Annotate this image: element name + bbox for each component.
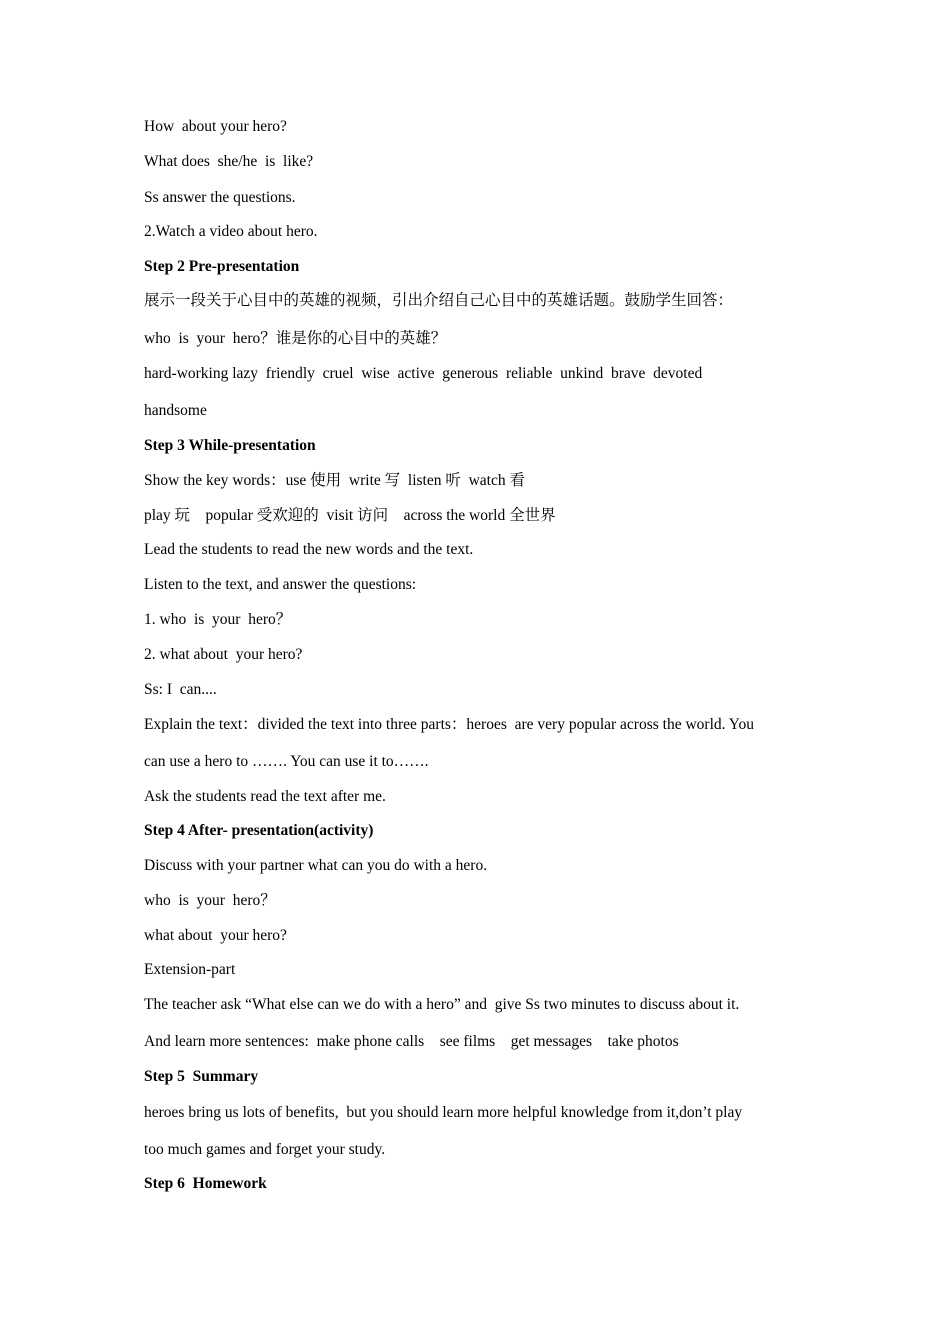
text-line: 展示一段关于心目中的英雄的视频，引出介绍自己心目中的英雄话题。鼓励学生回答： xyxy=(144,292,734,309)
text-line: too much games and forget your study. xyxy=(144,1141,386,1158)
text-line: play 玩 popular 受欢迎的 visit 访问 across the world 全世界 xyxy=(144,507,556,524)
text-line: can use a hero to ……. You can use it to……. xyxy=(144,753,429,770)
text-line: Ss: I can.... xyxy=(144,681,217,698)
text-line: 2. what about your hero? xyxy=(144,646,303,663)
text-line: What does she/he is like? xyxy=(144,153,314,170)
text-line: who is your hero？谁是你的心目中的英雄？ xyxy=(144,330,447,347)
text-line: Lead the students to read the new words and the text. xyxy=(144,541,474,558)
text-line: Listen to the text, and answer the questions: xyxy=(144,576,417,593)
section-heading: Step 5 Summary xyxy=(144,1068,259,1085)
text-line: Ask the students read the text after me. xyxy=(144,788,386,805)
text-line: Ss answer the questions. xyxy=(144,189,296,206)
text-line: 2.Watch a video about hero. xyxy=(144,223,318,240)
text-line: hard-working lazy friendly cruel wise active generous reliable unkind brave devoted xyxy=(144,365,703,382)
text-line: How about your hero? xyxy=(144,118,287,135)
text-line: Discuss with your partner what can you do with a hero. xyxy=(144,857,488,874)
section-heading: Step 3 While-presentation xyxy=(144,437,316,454)
text-line: Show the key words：use 使用 write 写 listen 听 watch 看 xyxy=(144,472,525,489)
text-line: The teacher ask “What else can we do with a hero” and give Ss two minutes to discuss about it. xyxy=(144,996,740,1013)
section-heading: Step 2 Pre-presentation xyxy=(144,258,300,275)
text-line: Extension-part xyxy=(144,961,236,978)
text-line: handsome xyxy=(144,402,207,419)
section-heading: Step 4 After- presentation(activity) xyxy=(144,822,374,839)
text-line: heroes bring us lots of benefits, but you should learn more helpful knowledge from it,don’t play xyxy=(144,1104,743,1121)
text-line: And learn more sentences: make phone calls see films get messages take photos xyxy=(144,1033,679,1050)
text-line: 1. who is your hero？ xyxy=(144,611,292,628)
text-line: who is your hero？ xyxy=(144,892,276,909)
section-heading: Step 6 Homework xyxy=(144,1175,267,1192)
text-line: what about your hero? xyxy=(144,927,287,944)
text-line: Explain the text：divided the text into three parts：heroes are very popular across the world. You xyxy=(144,716,754,733)
